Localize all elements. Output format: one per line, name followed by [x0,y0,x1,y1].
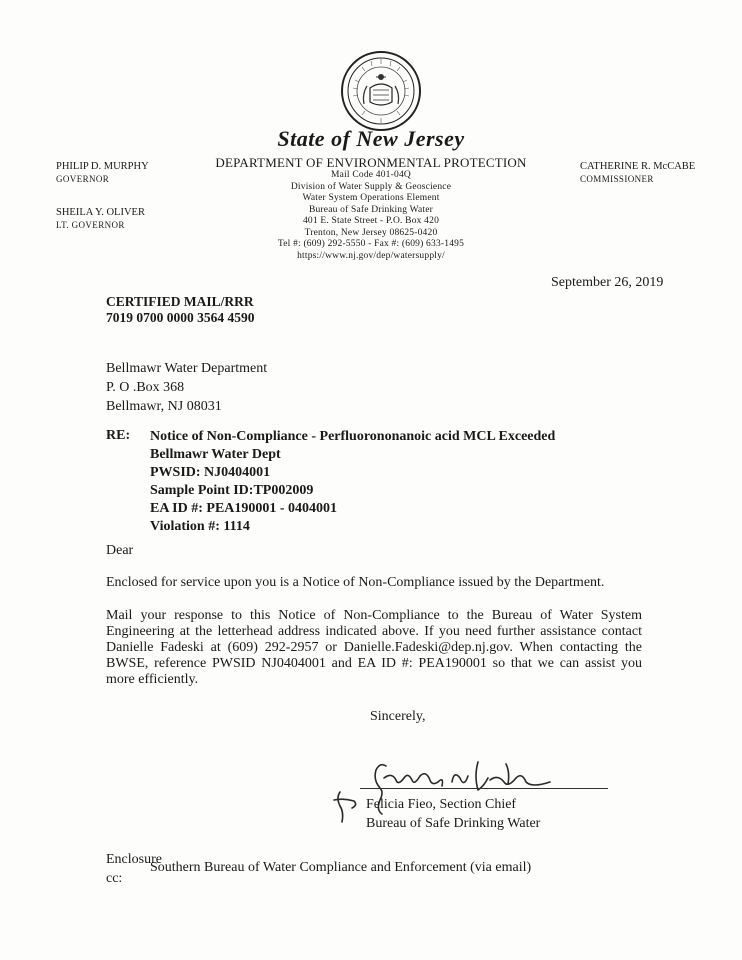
recipient-line: Bellmawr, NJ 08031 [106,399,222,414]
certified-mail-block [106,294,255,326]
subject-line: Violation #: 1114 [150,519,250,534]
state-title: State of New Jersey [277,126,465,151]
left-officials [56,160,149,232]
salutation: Dear [106,543,134,558]
cc-recipient: Southern Bureau of Water Compliance and Enforcement (via email) [150,860,532,875]
governor-title: GOVERNOR [56,174,110,184]
signer-bureau: Bureau of Safe Drinking Water [366,816,541,831]
recipient-line: Bellmawr Water Department [106,361,268,376]
closing: Sincerely, [370,709,426,724]
subject-line: EA ID #: PEA190001 - 0404001 [150,501,338,516]
mail-method: CERTIFIED MAIL/RRR [106,294,254,309]
recipient-address [106,359,267,416]
letterhead-department [200,155,542,262]
dept-address-line: Division of Water Supply & Geoscience [290,181,452,192]
tracking-number: 7019 0700 0000 3564 4590 [106,310,255,325]
letter-date: September 26, 2019 [551,275,664,290]
cc-label: cc: [106,871,123,886]
subject-line: Sample Point ID:TP002009 [150,483,314,498]
body-paragraph-2: Mail your response to this Notice of Non-Compliance to the Bureau of Water System Engineering at the letterhead address indicated above. If you need further assistance contact Danielle Fadeski at (609) 292-2957 or Danielle.Fadeski@dep.nj.gov. When contacting the BWSE, reference PWSID NJ0404001 and EA ID #: PEA190001 so that we can assist you more efficiently. [106,608,642,687]
dept-phone-line: Tel #: (609) 292-5550 - Fax #: (609) 633-1495 [277,239,465,249]
dept-website-link[interactable]: https://www.nj.gov/dep/watersupply/ [297,250,445,261]
subject-line: PWSID: NJ0404001 [150,465,271,480]
commissioner-title: COMMISSIONER [580,174,654,184]
dept-address-line: Water System Operations Element [302,193,440,203]
dept-address-line: 401 E. State Street - P.O. Box 420 [302,216,440,226]
dept-address-line: Mail Code 401-04Q [331,170,411,180]
right-officials [580,160,695,186]
department-name: DEPARTMENT OF ENVIRONMENTAL PROTECTION [215,155,527,170]
governor-name: PHILIP D. MURPHY [56,161,149,172]
subject-line: Bellmawr Water Dept [150,447,281,462]
signer-name-title: Felicia Fieo, Section Chief [366,797,517,812]
subject-block [150,428,555,536]
subject-line: Notice of Non-Compliance - Perfluorononanoic acid MCL Exceeded [150,429,556,444]
enclosure-label: Enclosure [106,852,162,867]
dept-address-line: Bureau of Safe Drinking Water [308,204,434,215]
signature-line [360,788,608,789]
subject-label: RE: [106,428,131,443]
dept-address-line: Trenton, New Jersey 08625-0420 [304,227,438,238]
signer-block [366,795,540,833]
body-paragraph-1: Enclosed for service upon you is a Notice of Non-Compliance issued by the Department. [106,575,605,590]
commissioner-name: CATHERINE R. McCABE [580,161,696,172]
recipient-line: P. O .Box 368 [106,380,185,395]
lt-governor-title: LT. GOVERNOR [56,220,125,230]
state-seal-icon [340,50,422,132]
lt-governor-name: SHEILA Y. OLIVER [56,207,145,218]
